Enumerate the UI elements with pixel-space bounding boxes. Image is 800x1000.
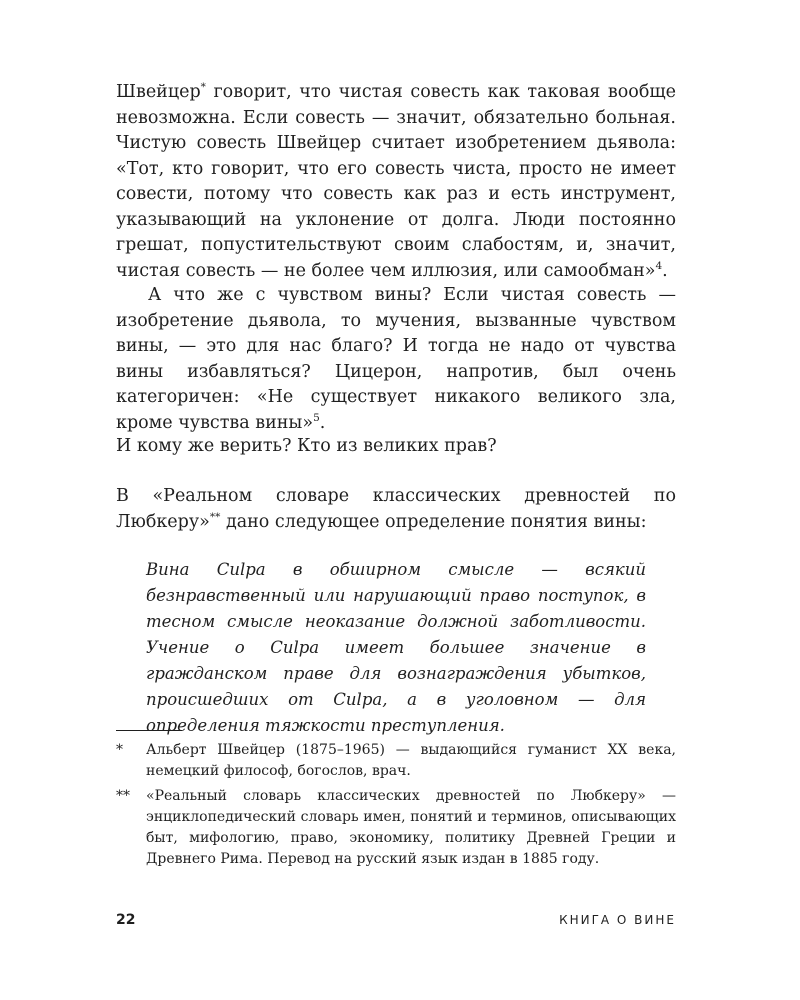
paragraph-text: И кому же верить? Кто из великих прав? xyxy=(116,436,497,456)
body-paragraph-1 xyxy=(116,80,676,284)
body-paragraph-3 xyxy=(116,434,676,460)
footnote-item xyxy=(116,740,676,782)
endnote-reference: 5 xyxy=(313,411,320,424)
footnote-text: «Реальный словарь классических древностей по Любкеру» — энциклопедический словарь имен, понятий и терминов, описывающих быт, мифологию, право, экономику, политику Древней Греции и Древнего Рима. Перевод на русский язык издан в 1885 году. xyxy=(146,788,676,867)
paragraph-text: дано следующее определение понятия вины: xyxy=(220,511,647,532)
paragraph-text: говорит, что чистая совесть как таковая вообще невозможна. Если совесть — значит, обязательно больная. Чистую совесть Швейцер считает изобретением дьявола: «Тот, кто говорит, что его совесть чиста, просто не имеет совести, потому что совесть как раз и есть инструмент, указывающий на уклонение от долга. Люди постоянно грешат, попустительствуют своим слабостям, и, значит, чистая совесть — не более чем иллюзия, или самообман» xyxy=(116,82,676,281)
footnote-text: Альберт Швейцер (1875–1965) — выдающийся гуманист XX века, немецкий философ, богослов, врач. xyxy=(146,742,676,779)
paragraph-text: А что же с чувством вины? Если чистая совесть — изобретение дьявола, то мучения, вызванные чувством вины, — это для нас благо? И тогда не надо от чувства вины избавляться? Цицерон, напротив, был очень категоричен: «Не существует никакого великого зла, кроме чувства вины» xyxy=(116,285,676,433)
footnote-divider xyxy=(116,730,182,731)
paragraph-end: . xyxy=(662,260,668,281)
endnote-reference: 4 xyxy=(655,259,663,272)
running-title: КНИГА О ВИНЕ xyxy=(559,913,676,927)
paragraph-text: В «Реальном словаре классических древностей по Любкеру» xyxy=(116,486,676,532)
page-number: 22 xyxy=(116,912,136,928)
footnote-mark: * xyxy=(116,742,123,758)
footnote-item xyxy=(116,786,676,870)
footnote-marker: ** xyxy=(209,510,221,523)
footnotes xyxy=(116,740,676,874)
block-quote: Вина Culpa в обширном смысле — всякий безнравственный или нарушающий право поступок, в тесном смысле неоказание должной заботливости. Учение о Culpa имеет большее значение в гражданском праве для вознаграждения убытков, происшедших от Culpa, а в уголовном — для определения тяжкости преступления. xyxy=(146,560,646,735)
paragraph-text: Швейцер xyxy=(116,82,201,102)
footnote-mark: ** xyxy=(116,788,130,804)
body-paragraph-2 xyxy=(116,283,676,436)
paragraph-end: . xyxy=(319,412,326,433)
body-paragraph-4 xyxy=(116,484,676,535)
footnote-marker: * xyxy=(200,81,206,94)
